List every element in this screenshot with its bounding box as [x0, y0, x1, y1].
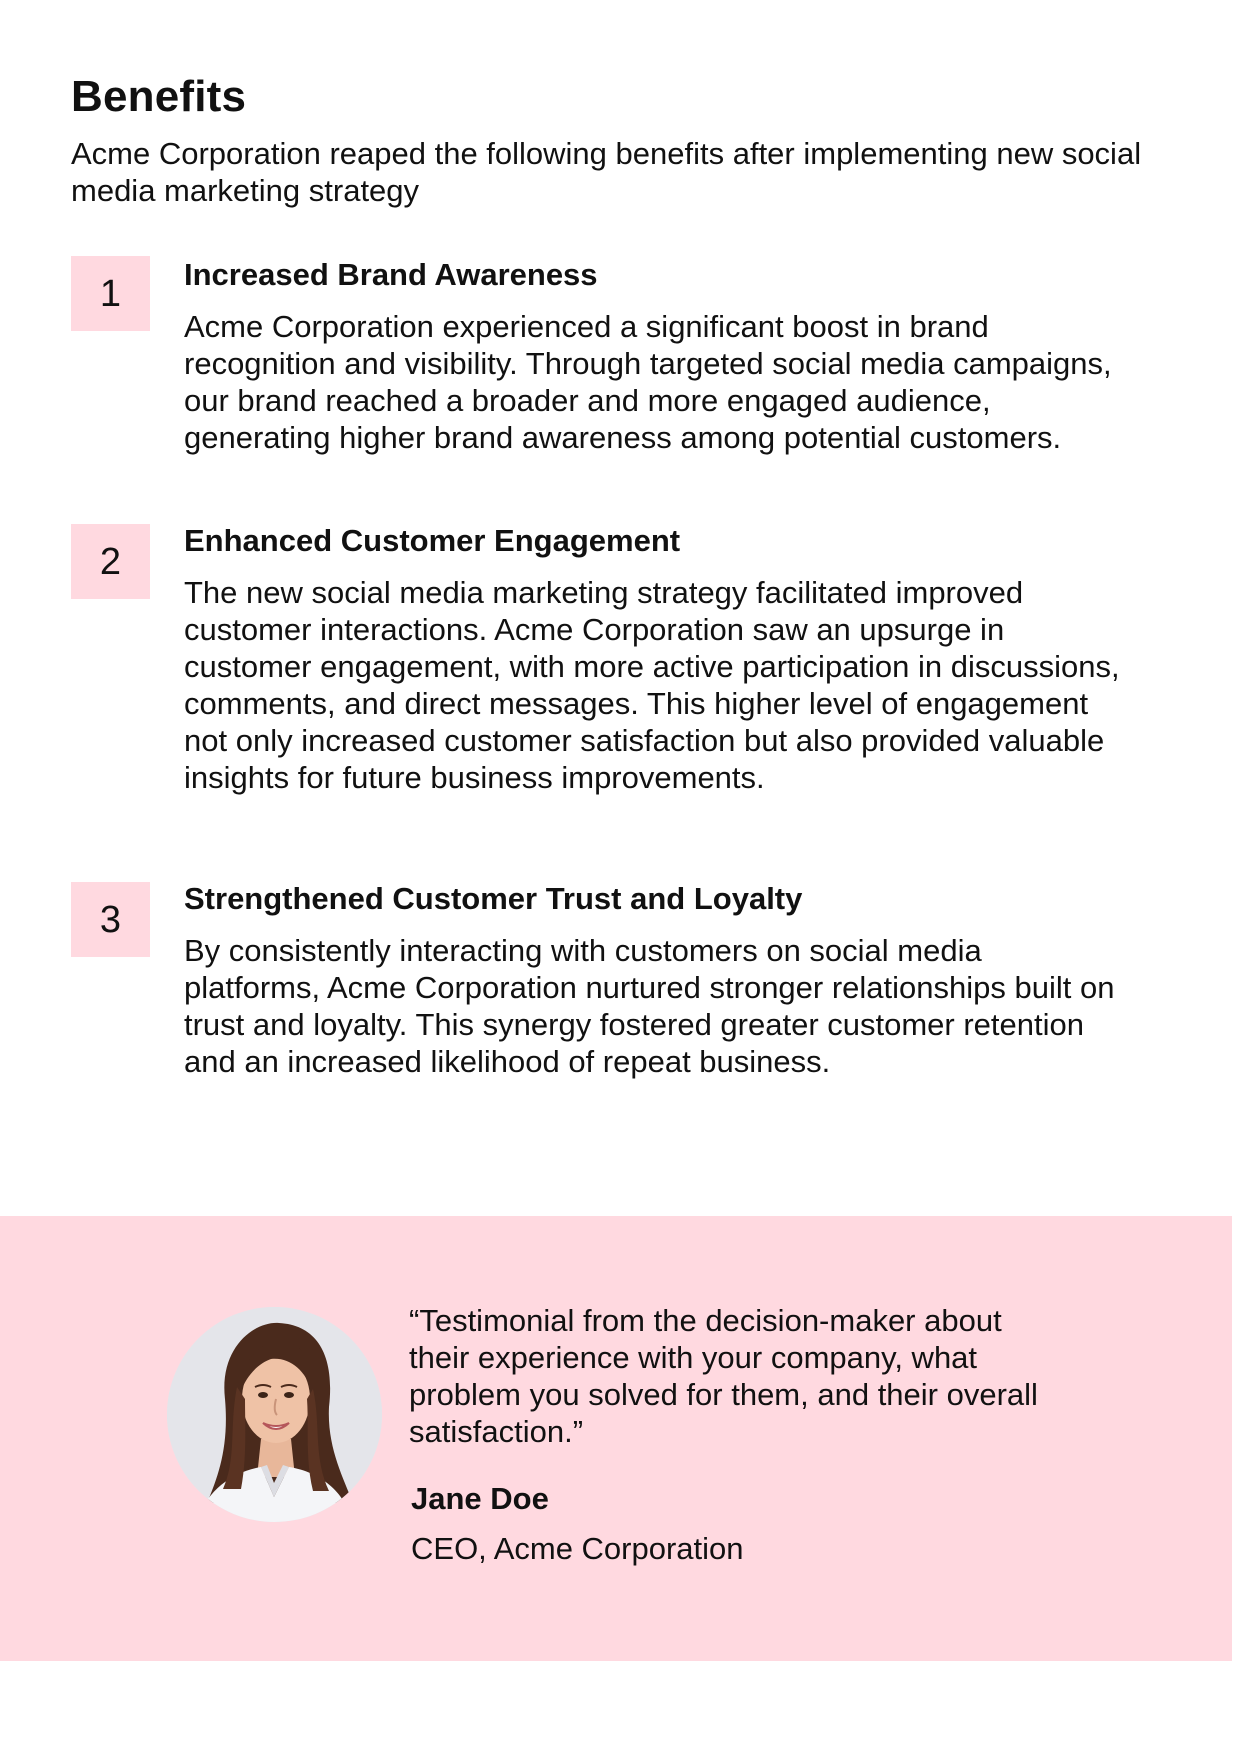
benefit-body-2: The new social media marketing strategy facilitated improved customer interactions. Acme Corporation saw an upsurge in customer engagement, with more active participation in discussions, comments, and direct messages. This higher level of engagement not only increased customer satisfaction but also provided valuable insights for future business improvements.: [184, 575, 1120, 795]
intro-text: Acme Corporation reaped the following benefits after implementing new social media marketing strategy: [71, 136, 1142, 208]
avatar: [167, 1307, 382, 1522]
benefit-title-3: Strengthened Customer Trust and Loyalty: [184, 881, 803, 916]
benefit-number-1: 1: [71, 256, 150, 331]
page-title: Benefits: [71, 72, 247, 121]
benefit-number-3: 3: [71, 882, 150, 957]
benefit-title-1: Increased Brand Awareness: [184, 257, 598, 292]
testimonial-name: Jane Doe: [411, 1481, 549, 1516]
testimonial-section: [0, 1216, 1232, 1661]
benefit-body-1: Acme Corporation experienced a significant boost in brand recognition and visibility. Through targeted social media campaigns, our brand reached a broader and more engaged audience, generating higher brand awareness among potential customers.: [184, 309, 1112, 455]
benefit-number-2: 2: [71, 524, 150, 599]
benefit-title-2: Enhanced Customer Engagement: [184, 523, 681, 558]
avatar-portrait-icon: [167, 1307, 382, 1522]
benefit-body-3: By consistently interacting with customers on social media platforms, Acme Corporation nurtured stronger relationships built on trust and loyalty. This synergy fostered greater customer retention and an increased likelihood of repeat business.: [184, 933, 1115, 1079]
testimonial-quote: “Testimonial from the decision-maker about their experience with your company, what problem you solved for them, and their overall satisfaction.”: [409, 1303, 1038, 1449]
testimonial-role: CEO, Acme Corporation: [411, 1531, 744, 1566]
